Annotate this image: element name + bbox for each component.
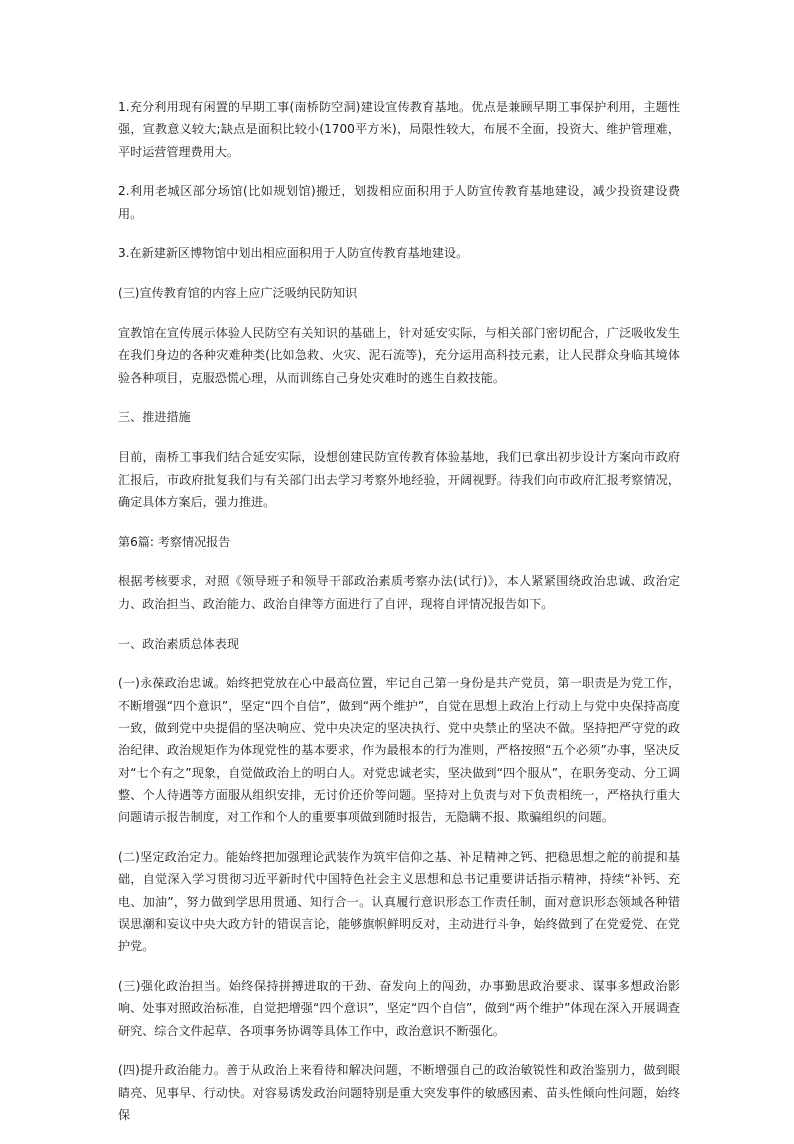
paragraph-loyalty: (一)永葆政治忠诚。始终把党放在心中最高位置，牢记自己第一身份是共产党员，第一职责是为党工作，不断增强“四个意识”，坚定“四个自信”，做到“两个维护”，自觉在思想上政治上行动上与党中央保持高度一致，做到党中央提倡的坚决响应、党中央决定的坚决执行、党中央禁止的坚决不做。坚持把严守党的政治纪律、政治规矩作为体现党性的基本要求，作为最根本的行为准则，严格按照“五个必须”办事，坚决反对“七个有之”现象，自觉做政治上的明白人。对党忠诚老实，坚决做到“四个服从”，在职务变动、分工调整、个人待遇等方面服从组织安排，无讨价还价等问题。坚持对上负责与对下负责相统一，严格执行重大问题请示报告制度，对工作和个人的重要事项做到随时报告，无隐瞒不报、欺骗组织的问题。 <box>118 676 680 825</box>
section-heading-content: (三)宣传教育馆的内容上应广泛吸纳民防知识 <box>118 286 358 301</box>
paragraph-resolve: (二)坚定政治定力。能始终把加强理论武装作为筑牢信仰之基、补足精神之钙、把稳思想之舵的前提和基础，自觉深入学习贯彻习近平新时代中国特色社会主义思想和总书记重要讲话指示精神，持续“补钙、充电、加油”，努力做到学思用贯通、知行合一。认真履行意识形态工作责任制，面对意识形态领域各种错误思潮和妄议中央大政方针的错误言论，能够旗帜鲜明反对，主动进行斗争，始终做到了在党爱党、在党护党。 <box>118 849 680 954</box>
article-title: 第6篇: 考察情况报告 <box>118 534 231 549</box>
document-page <box>118 96 680 1144</box>
paragraph-option-1: 1.充分利用现有闲置的早期工事(南桥防空洞)建设宣传教育基地。优点是兼顾早期工事保护利用，主题性强，宣教意义较大;缺点是面积比较小(1700平方米)，局限性较大，布展不全面，投资大、维护管理难，平时运营管理费用大。 <box>118 100 680 159</box>
section-heading-overview: 一、政治素质总体表现 <box>118 636 239 651</box>
paragraph-ability: (四)提升政治能力。善于从政治上来看待和解决问题，不断增强自己的政治敏锐性和政治鉴别力，做到眼睛亮、见事早、行动快。对容易诱发政治问题特别是重大突发事件的敏感因素、苗头性倾向性问题，始终保 <box>118 1063 680 1122</box>
paragraph-measures: 目前，南桥工事我们结合延安实际，设想创建民防宣传教育体验基地，我们已拿出初步设计方案向市政府汇报后，市政府批复我们与有关部门出去学习考察外地经验，开阔视野。待我们向市政府汇报考察情况，确定具体方案后，强力推进。 <box>118 450 680 509</box>
paragraph-option-2: 2.利用老城区部分场馆(比如规划馆)搬迁，划拨相应面积用于人防宣传教育基地建设，减少投资建设费用。 <box>118 184 680 221</box>
paragraph-option-3: 3.在新建新区博物馆中划出相应面积用于人防宣传教育基地建设。 <box>118 246 469 261</box>
paragraph-responsibility: (三)强化政治担当。始终保持拼搏进取的干劲、奋发向上的闯劲，办事勤思政治要求、谋事多想政治影响、处事对照政治标准，自觉把增强“四个意识”，坚定“四个自信”，做到“两个维护”体现在深入开展调查研究、综合文件起草、各项事务协调等具体工作中，政治意识不断强化。 <box>118 978 680 1038</box>
paragraph-content-description: 宣教馆在宣传展示体验人民防空有关知识的基础上，针对延安实际，与相关部门密切配合，广泛吸收发生在我们身边的各种灾难种类(比如急救、火灾、泥石流等)，充分运用高科技元素，让人民群众身临其境体验各种项目，克服恐慌心理，从而训练自己身处灾难时的逃生自救技能。 <box>118 326 680 385</box>
paragraph-intro: 根据考核要求，对照《领导班子和领导干部政治素质考察办法(试行)》，本人紧紧围绕政治忠诚、政治定力、政治担当、政治能力、政治自律等方面进行了自评，现将自评情况报告如下。 <box>118 574 680 611</box>
section-heading-measures: 三、推进措施 <box>118 410 191 425</box>
